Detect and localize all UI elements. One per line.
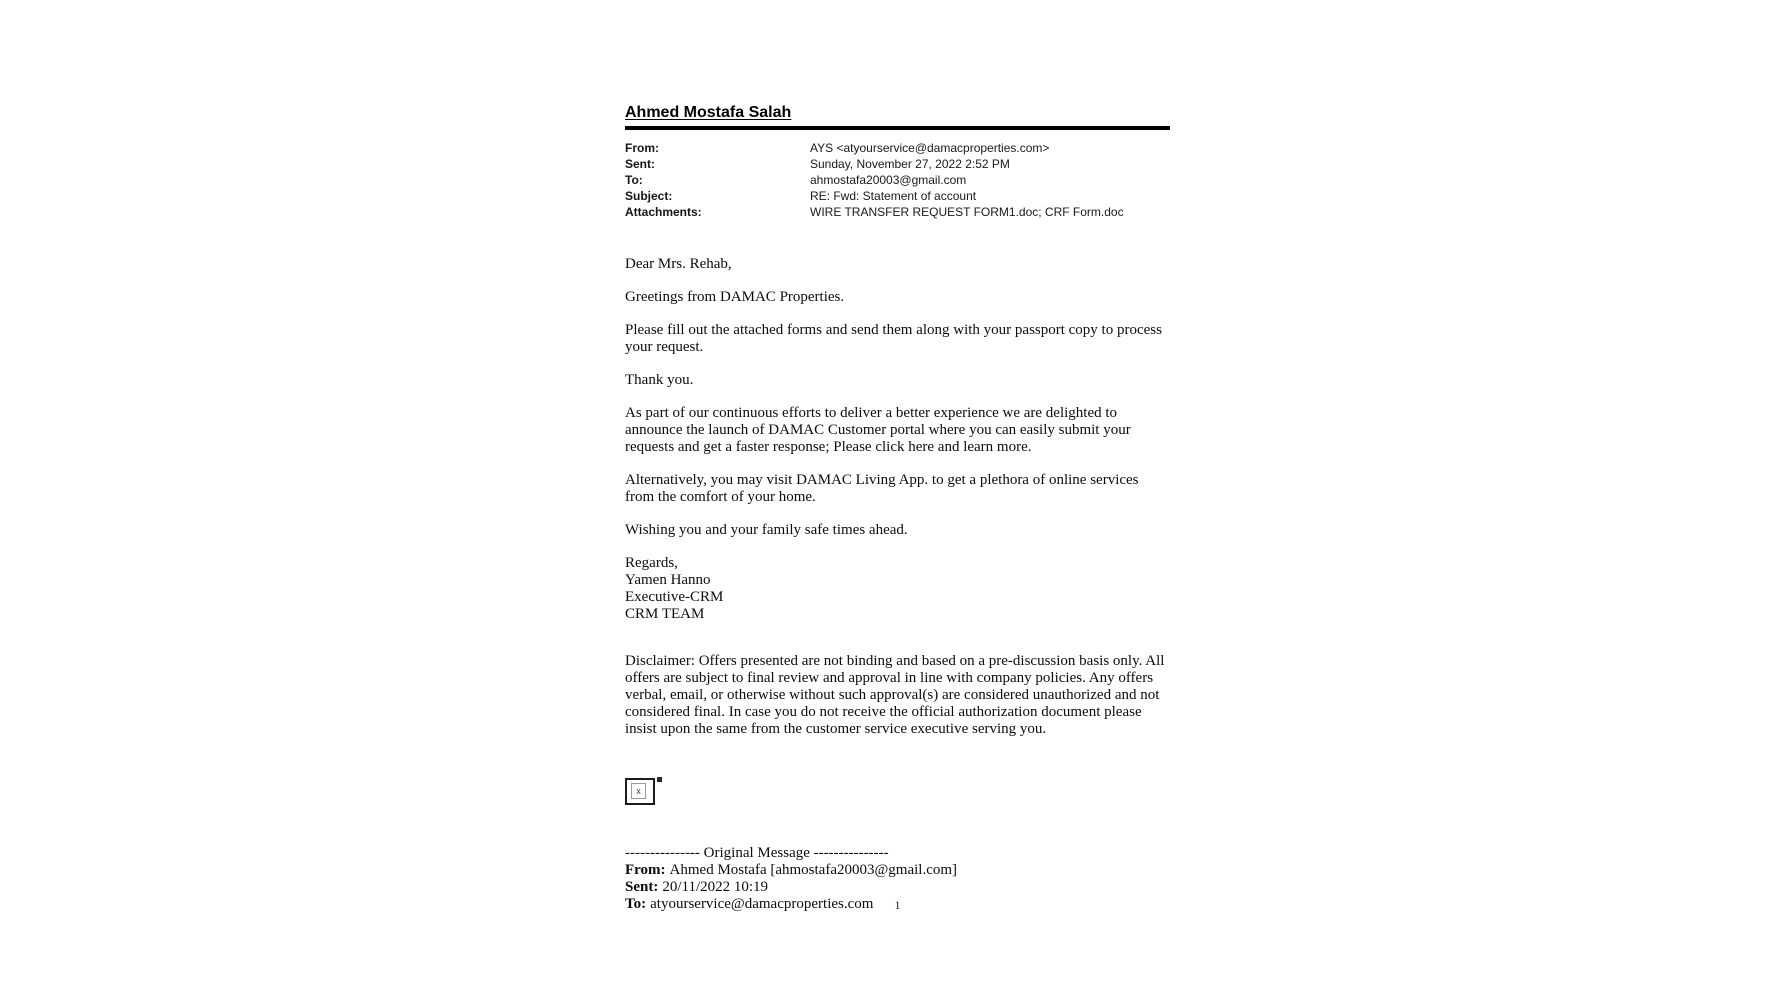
field-value-sent: Sunday, November 27, 2022 2:52 PM <box>810 157 1010 171</box>
signature-line-team: CRM TEAM <box>625 606 705 622</box>
document-page <box>625 103 1170 913</box>
broken-image-icon <box>625 778 655 805</box>
signature-line-role: Executive-CRM <box>625 589 724 605</box>
original-message-from-line <box>625 862 1170 879</box>
field-value-subject: RE: Fwd: Statement of account <box>810 189 977 203</box>
field-label-sent: Sent: <box>625 157 655 171</box>
body-paragraph-living-app: Alternatively, you may visit DAMAC Living App. to get a plethora of online services from the comfort of your home. <box>625 472 1139 505</box>
signature-block <box>625 555 1170 623</box>
header-rule <box>625 126 1170 130</box>
original-message-divider: --------------- Original Message --------------- <box>625 845 889 861</box>
body-paragraph-thanks: Thank you. <box>625 372 694 388</box>
original-sent-label: Sent: <box>625 879 659 895</box>
body-paragraph-greeting: Dear Mrs. Rehab, <box>625 256 732 272</box>
original-from-label: From: <box>625 862 666 878</box>
disclaimer-text: Disclaimer: Offers presented are not binding and based on a pre-discussion basis only. All offers are subject to final review and approval in line with company policies. Any offers verbal, email, or otherwise without such approval(s) are considered unauthorized and not considered final. In case you do not receive the official authorization document please insist upon the same from the customer service executive serving you. <box>625 653 1165 737</box>
field-label-attachments: Attachments: <box>625 205 702 219</box>
header-field-row-subject <box>625 188 1170 204</box>
original-sent-value: 20/11/2022 10:19 <box>662 879 769 895</box>
field-label-to: To: <box>625 173 643 187</box>
page-number: 1 <box>894 898 901 912</box>
body-paragraph-request: Please fill out the attached forms and send them along with your passport copy to process your request. <box>625 322 1162 355</box>
body-paragraph-intro: Greetings from DAMAC Properties. <box>625 289 845 305</box>
header-field-row-attachments <box>625 204 1170 220</box>
field-value-to: ahmostafa20003@gmail.com <box>810 173 967 187</box>
header-field-row-to <box>625 172 1170 188</box>
field-label-from: From: <box>625 141 659 155</box>
page-title: Ahmed Mostafa Salah <box>625 104 792 121</box>
email-body <box>625 256 1170 913</box>
header-field-row-from <box>625 140 1170 156</box>
body-paragraph-portal: As part of our continuous efforts to deliver a better experience we are delighted to announce the launch of DAMAC Customer portal where you can easily submit your requests and get a faster response; Please click here and learn more. <box>625 405 1131 455</box>
original-from-value: Ahmed Mostafa [ahmostafa20003@gmail.com] <box>669 862 958 878</box>
broken-image-corner-mark <box>657 777 662 782</box>
original-message-sent-line <box>625 879 1170 896</box>
email-header-fields <box>625 140 1170 220</box>
field-value-attachments: WIRE TRANSFER REQUEST FORM1.doc; CRF Form.doc <box>810 205 1124 219</box>
header-field-row-sent <box>625 156 1170 172</box>
broken-image-x-icon: x <box>631 783 646 799</box>
field-value-from: AYS <atyourservice@damacproperties.com> <box>810 141 1050 155</box>
body-paragraph-wishes: Wishing you and your family safe times ahead. <box>625 522 908 538</box>
original-to-value: atyourservice@damacproperties.com <box>650 896 874 912</box>
signature-line-regards: Regards, <box>625 555 678 571</box>
signature-line-name: Yamen Hanno <box>625 572 711 588</box>
field-label-subject: Subject: <box>625 189 673 203</box>
original-to-label: To: <box>625 896 647 912</box>
